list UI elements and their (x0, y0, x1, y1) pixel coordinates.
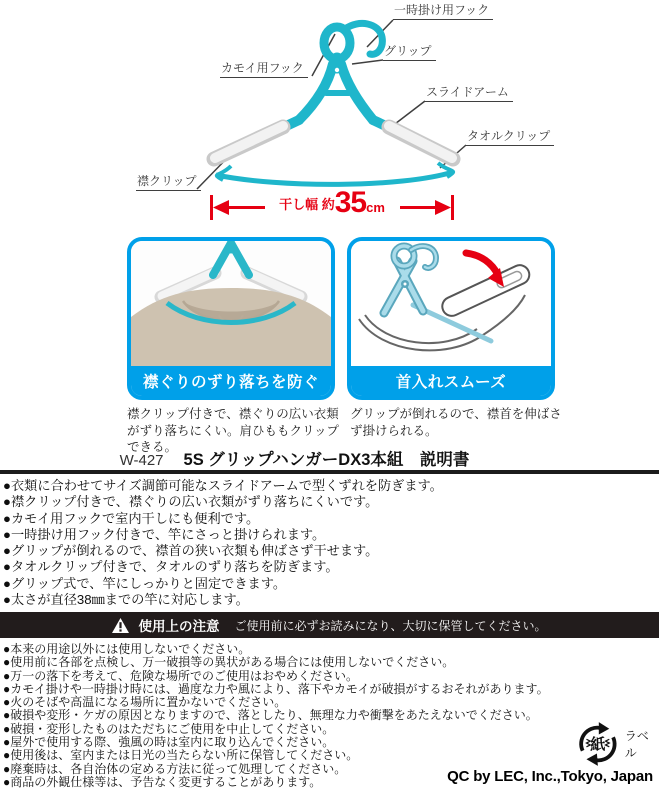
caution-subheading: ご使用前に必ずお読みになり、大切に保管してください。 (234, 618, 547, 633)
product-title (0, 446, 659, 470)
feature-item: ●タオルクリップ付きで、タオルのずり落ちを防ぎます。 (3, 559, 339, 575)
caution-item: ●万一の落下を考えて、危険な場所でのご使用はおやめください。 (3, 668, 359, 683)
feature-box-collar (127, 237, 335, 400)
warning-icon (112, 618, 129, 633)
caution-header (0, 612, 659, 638)
feature-title-neck: 首入れスムーズ (351, 366, 551, 396)
feature-item: ●襟クリップ付きで、襟ぐりの広い衣類がずり落ちにくいです。 (3, 494, 379, 510)
hanger-diagram (0, 0, 659, 232)
caution-item: ●商品の外観仕様等は、予告なく変更することがあります。 (3, 774, 322, 789)
bottom-bar (216, 172, 453, 184)
recycle-label: ラベル (624, 729, 649, 760)
qc-note: QC by LEC, Inc.,Tokyo, Japan (447, 768, 653, 785)
label-slide-arm: スライドアーム (425, 85, 513, 102)
caution-item: ●火のそばや高温になる場所に置かないでください。 (3, 695, 287, 710)
feature-item: ●太さが直径38㎜までの竿に対応します。 (3, 592, 249, 608)
width-value: 35 (334, 186, 367, 219)
feature-item: ●衣類に合わせてサイズ調節可能なスライドアームで型くずれを防ぎます。 (3, 478, 443, 493)
caution-item: ●廃棄時は、各自治体の定める方法に従って処理してください。 (3, 761, 347, 776)
grip-pivot-hole (335, 68, 339, 72)
label-temporary-hook: 一時掛け用フック (393, 3, 493, 20)
shirt-photo (131, 241, 331, 366)
feature-box-neck (347, 237, 555, 400)
width-prefix: 干し幅 約 (279, 197, 335, 212)
recycle-kanji: 紙 (590, 736, 606, 754)
feature-item: ●グリップ式で、竿にしっかりと固定できます。 (3, 575, 287, 591)
label-grip: グリップ (383, 44, 436, 61)
product-name: 5S グリップハンガーDX3本組 説明書 (183, 451, 470, 469)
label-collar-clip: 襟クリップ (136, 174, 201, 191)
feature-title-collar: 襟ぐりのずり落ちを防ぐ (131, 366, 331, 396)
caution-item: ●カモイ掛けや一時掛け時には、過度な力や風により、落下やカモイが破損がするおそれがあります。 (3, 681, 549, 696)
caution-item: ●本来の用途以外には使用しないでください。 (3, 642, 251, 656)
caution-item: ●使用前に各部を点検し、万一破損等の異状がある場合には使用しないでください。 (3, 655, 455, 670)
label-towel-clip: タオルクリップ (466, 129, 554, 146)
label-kamoi-hook: カモイ用フック (220, 61, 308, 78)
width-unit: cm (366, 200, 385, 215)
caution-item: ●屋外で使用する際、強風の時は室内に取り込んでください。 (3, 735, 335, 750)
caution-item: ●使用後は、室内または日光の当たらない所に保管してください。 (3, 748, 359, 763)
caution-heading: 使用上の注意 (138, 619, 220, 634)
grip-illustration (351, 241, 551, 366)
feature-caption-collar: 襟クリップ付きで、襟ぐりの広い衣類がずり落ちにくい。肩ひももクリップできる。 (127, 407, 340, 454)
feature-item: ●カモイ用フックで室内干しにも便利です。 (3, 510, 260, 526)
caution-item: ●破損や変形・ケガの原因となりますので、落としたり、無理な力や衝撃をあたえないでください。 (3, 708, 538, 723)
recycle-arrows-icon (576, 721, 620, 767)
caution-item: ●破損・変形したものはただちにご使用を中止してください。 (3, 721, 335, 736)
feature-item: ●一時掛け用フック付きで、竿にさっと掛けられます。 (3, 526, 326, 542)
feature-caption-neck: グリップが倒れるので、襟首を伸ばさず掛けられる。 (350, 407, 562, 438)
feature-list (3, 478, 653, 608)
hanging-width-label (263, 188, 401, 218)
divider-rule (0, 470, 659, 474)
paper-recycle-mark (576, 721, 659, 767)
slide-arms (214, 126, 453, 159)
feature-item: ●グリップが倒れるので、襟首の狭い衣類も伸ばさず干せます。 (3, 543, 379, 559)
model-number: W-427 (119, 452, 164, 469)
